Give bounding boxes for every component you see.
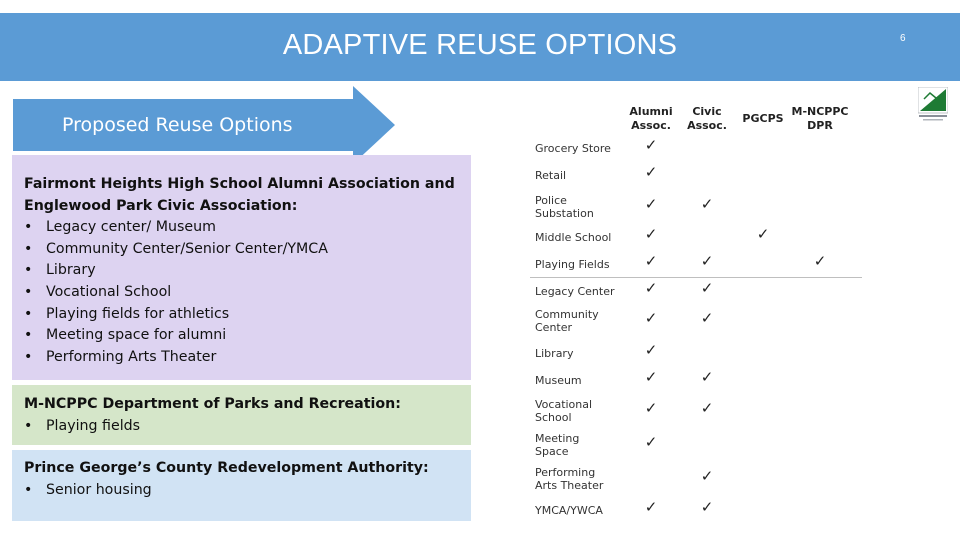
bullet: • <box>24 481 33 498</box>
list-item <box>24 260 459 282</box>
row-label-line: Grocery Store <box>535 142 611 155</box>
check-mark-icon: ✓ <box>700 368 714 386</box>
row-label-line: Space <box>535 445 569 458</box>
check-mark-icon: ✓ <box>644 498 658 516</box>
list-item <box>24 325 459 347</box>
page-number: 6 <box>900 33 906 44</box>
row-label <box>535 347 573 360</box>
check-mark-icon: ✓ <box>644 252 658 270</box>
arrow-label: Proposed Reuse Options <box>62 114 293 136</box>
agency-logo <box>918 87 948 123</box>
list-item-text: Performing Arts Theater <box>46 348 217 365</box>
alumni-heading-line2: Englewood Park Civic Association: <box>24 197 298 214</box>
row-label <box>535 194 594 220</box>
check-mark-icon: ✓ <box>644 309 658 327</box>
list-item-text: Senior housing <box>46 481 152 498</box>
row-label-line: Arts Theater <box>535 479 604 492</box>
list-item <box>24 480 459 502</box>
column-header-line: DPR <box>807 119 833 132</box>
column-header-line: Assoc. <box>631 119 671 132</box>
check-mark-icon: ✓ <box>813 252 827 270</box>
list-item <box>24 304 459 326</box>
row-label-line: Substation <box>535 207 594 220</box>
reuse-options-matrix <box>528 100 873 525</box>
row-label <box>535 308 599 334</box>
redevelopment-heading: Prince George’s County Redevelopment Authority: <box>24 460 429 476</box>
column-header <box>733 112 793 126</box>
row-label-line: Museum <box>535 374 582 387</box>
alumni-heading-line1: Fairmont Heights High School Alumni Association and <box>24 176 455 192</box>
check-mark-icon: ✓ <box>700 467 714 485</box>
bullet: • <box>24 327 33 344</box>
list-item <box>24 347 459 369</box>
alumni-association-box <box>12 155 471 380</box>
check-mark-icon: ✓ <box>756 225 770 243</box>
row-label <box>535 142 611 155</box>
check-mark-icon: ✓ <box>700 195 714 213</box>
row-label-line: Center <box>535 321 573 334</box>
list-item-text: Meeting space for alumni <box>46 327 227 344</box>
column-header-line: Alumni <box>629 105 673 118</box>
row-label <box>535 169 566 182</box>
row-label <box>535 466 603 492</box>
row-label <box>535 374 582 387</box>
list-item-text: Library <box>46 262 96 279</box>
list-item-text: Community Center/Senior Center/YMCA <box>46 240 328 257</box>
bullet: • <box>24 305 33 322</box>
title-bar <box>0 13 960 81</box>
bullet: • <box>24 262 33 279</box>
list-item-text: Playing fields for athletics <box>46 305 230 322</box>
row-label <box>535 258 610 271</box>
list-item <box>24 416 459 438</box>
bullet: • <box>24 283 33 300</box>
bullet: • <box>24 417 33 434</box>
check-mark-icon: ✓ <box>644 195 658 213</box>
row-label <box>535 398 592 424</box>
list-item-text: Legacy center/ Museum <box>46 219 216 236</box>
column-header-line: Assoc. <box>687 119 727 132</box>
list-item-text: Vocational School <box>46 283 172 300</box>
mncppc-options-list <box>24 416 459 438</box>
list-item-text: Playing fields <box>46 417 141 434</box>
check-mark-icon: ✓ <box>644 136 658 154</box>
list-item <box>24 282 459 304</box>
check-mark-icon: ✓ <box>700 279 714 297</box>
check-mark-icon: ✓ <box>644 433 658 451</box>
check-mark-icon: ✓ <box>700 252 714 270</box>
row-label-line: Vocational <box>535 398 593 411</box>
column-header <box>621 105 681 133</box>
check-mark-icon: ✓ <box>644 399 658 417</box>
check-mark-icon: ✓ <box>644 279 658 297</box>
column-header-line: Civic <box>692 105 722 118</box>
redevelopment-options-list <box>24 480 459 502</box>
check-mark-icon: ✓ <box>700 399 714 417</box>
check-mark-icon: ✓ <box>644 341 658 359</box>
alumni-options-list <box>24 217 459 368</box>
row-label-line: Police <box>535 194 567 207</box>
redevelopment-authority-box <box>12 450 471 521</box>
row-label-line: Legacy Center <box>535 285 615 298</box>
check-mark-icon: ✓ <box>700 309 714 327</box>
mncppc-box <box>12 385 471 445</box>
mncppc-heading: M-NCPPC Department of Parks and Recreation: <box>24 396 401 412</box>
matrix-divider <box>530 277 862 278</box>
bullet: • <box>24 219 33 236</box>
row-label-line: Performing <box>535 466 596 479</box>
row-label-line: Middle School <box>535 231 612 244</box>
row-label-line: School <box>535 411 572 424</box>
column-header <box>790 105 850 133</box>
list-item <box>24 217 459 239</box>
row-label-line: Community <box>535 308 599 321</box>
slide-title: ADAPTIVE REUSE OPTIONS <box>282 29 678 61</box>
column-header <box>677 105 737 133</box>
check-mark-icon: ✓ <box>700 498 714 516</box>
list-item <box>24 239 459 261</box>
row-label-line: YMCA/YWCA <box>535 504 603 517</box>
check-mark-icon: ✓ <box>644 163 658 181</box>
check-mark-icon: ✓ <box>644 368 658 386</box>
row-label-line: Retail <box>535 169 567 182</box>
bullet: • <box>24 240 33 257</box>
column-header-line: PGCPS <box>742 112 784 125</box>
bullet: • <box>24 348 33 365</box>
row-label <box>535 504 603 517</box>
row-label <box>535 285 615 298</box>
row-label <box>535 432 579 458</box>
check-mark-icon: ✓ <box>644 225 658 243</box>
row-label-line: Library <box>535 347 574 360</box>
row-label <box>535 231 611 244</box>
row-label-line: Playing Fields <box>535 258 610 271</box>
column-header-line: M-NCPPC <box>791 105 849 118</box>
row-label-line: Meeting <box>535 432 580 445</box>
